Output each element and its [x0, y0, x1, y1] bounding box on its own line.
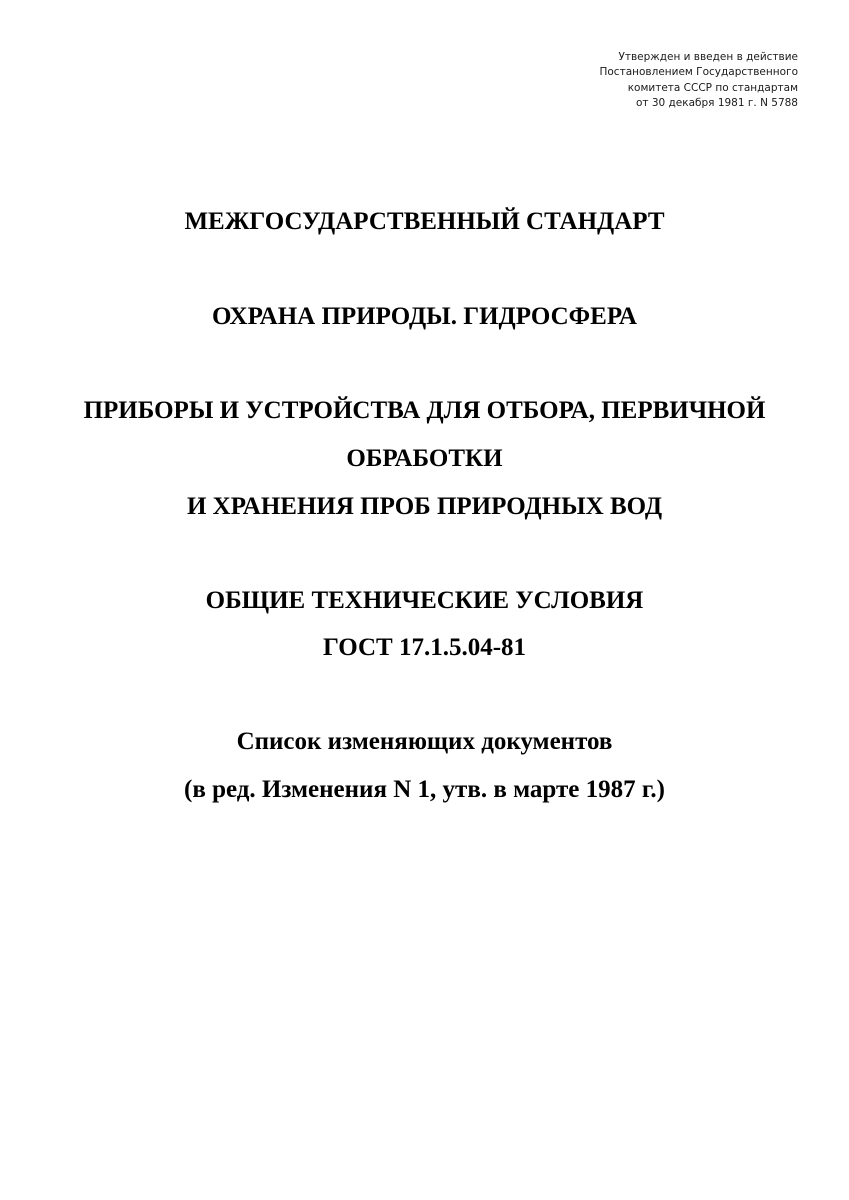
title-line: ПРИБОРЫ И УСТРОЙСТВА ДЛЯ ОТБОРА, ПЕРВИЧНОЙ: [83, 397, 766, 424]
approval-line: Утвержден и введен в действие: [618, 51, 798, 63]
changes-edition: (в ред. Изменения N 1, утв. в марте 1987 г.): [184, 776, 665, 803]
approval-line: от 30 декабря 1981 г. N 5788: [635, 97, 798, 110]
approval-note: [468, 50, 798, 112]
approval-line: комитета СССР по стандартам: [627, 81, 798, 94]
title-line: ОБРАБОТКИ: [346, 445, 503, 472]
standard-type-heading: МЕЖГОСУДАРСТВЕННЫЙ СТАНДАРТ: [184, 208, 665, 235]
approval-line: Постановлением Государственного: [599, 66, 798, 79]
gost-number: ГОСТ 17.1.5.04-81: [322, 634, 527, 661]
changes-title: Список изменяющих документов: [236, 728, 613, 755]
title-line: И ХРАНЕНИЯ ПРОБ ПРИРОДНЫХ ВОД: [186, 493, 663, 520]
subject-heading: ОХРАНА ПРИРОДЫ. ГИДРОСФЕРА: [212, 303, 637, 330]
conditions-heading: ОБЩИЕ ТЕХНИЧЕСКИЕ УСЛОВИЯ: [205, 587, 644, 614]
